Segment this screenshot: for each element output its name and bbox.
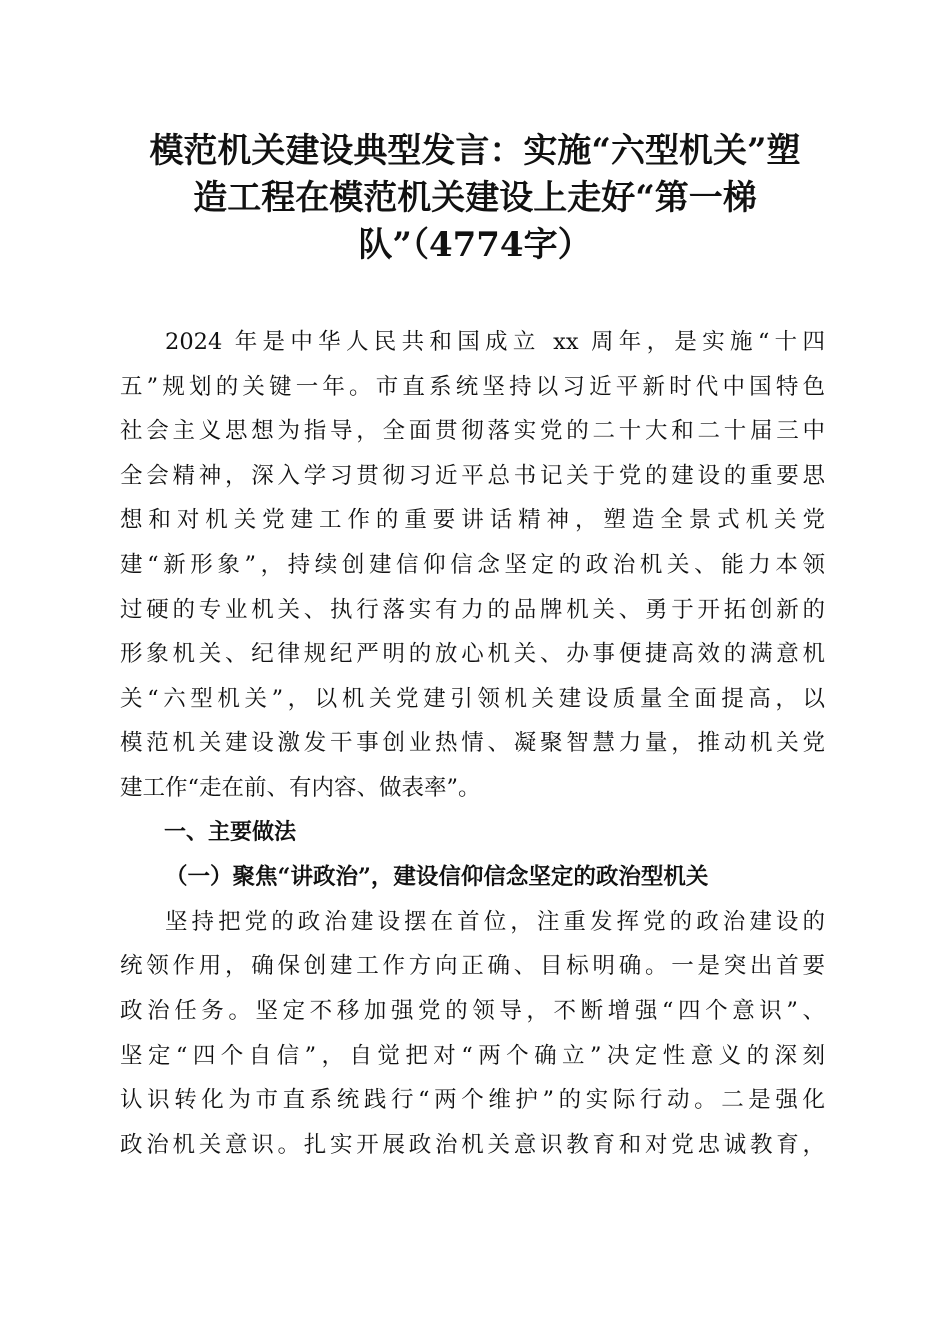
text-line: 政治任务。坚定不移加强党的领导，不断增强“四个意识”、 xyxy=(120,997,825,1024)
intro-paragraph xyxy=(120,320,825,811)
section-heading: 一、主要做法 xyxy=(164,819,297,845)
text-line: 过硬的专业机关、执行落实有力的品牌机关、勇于开拓创新的 xyxy=(120,596,825,623)
text-line: 全会精神，深入学习贯彻习近平总书记关于党的建设的重要思 xyxy=(120,462,825,489)
text-line: 关“六型机关”，以机关党建引领机关建设质量全面提高，以 xyxy=(120,685,825,712)
text-line: 五”规划的关键一年。市直系统坚持以习近平新时代中国特色 xyxy=(120,373,825,400)
title-line: 造工程在模范机关建设上走好“第一梯 xyxy=(193,178,757,218)
text-line: 政治机关意识。扎实开展政治机关意识教育和对党忠诚教育， xyxy=(120,1131,825,1158)
document-title xyxy=(100,128,850,269)
title-line: 模范机关建设典型发言：实施“六型机关”塑 xyxy=(149,131,801,171)
text-line: 模范机关建设激发干事创业热情、凝聚智慧力量，推动机关党 xyxy=(120,730,825,757)
text-line: 社会主义思想为指导，全面贯彻落实党的二十大和二十届三中 xyxy=(120,418,825,445)
text-line: 坚定“四个自信”，自觉把对“两个确立”决定性意义的深刻 xyxy=(120,1042,825,1069)
text-line: 认识转化为市直系统践行“两个维护”的实际行动。二是强化 xyxy=(120,1087,825,1114)
body-paragraph xyxy=(120,900,825,1168)
text-line: 形象机关、纪律规纪严明的放心机关、办事便捷高效的满意机 xyxy=(120,641,825,668)
document-body xyxy=(120,320,825,1167)
text-line: 建工作“走在前、有内容、做表率”。 xyxy=(120,774,481,801)
text-line: 坚持把党的政治建设摆在首位，注重发挥党的政治建设的 xyxy=(165,908,825,935)
text-line: 建“新形象”，持续创建信仰信念坚定的政治机关、能力本领 xyxy=(120,551,825,578)
title-line: 队”（4774字） xyxy=(358,225,592,265)
text-line: 统领作用，确保创建工作方向正确、目标明确。一是突出首要 xyxy=(120,953,825,980)
subsection-heading: （一）聚焦“讲政治”，建设信仰信念坚定的政治型机关 xyxy=(165,864,709,891)
text-line: 2024 年是中华人民共和国成立 xx 周年，是实施“十四 xyxy=(165,329,825,355)
text-line: 想和对机关党建工作的重要讲话精神，塑造全景式机关党 xyxy=(120,507,825,534)
